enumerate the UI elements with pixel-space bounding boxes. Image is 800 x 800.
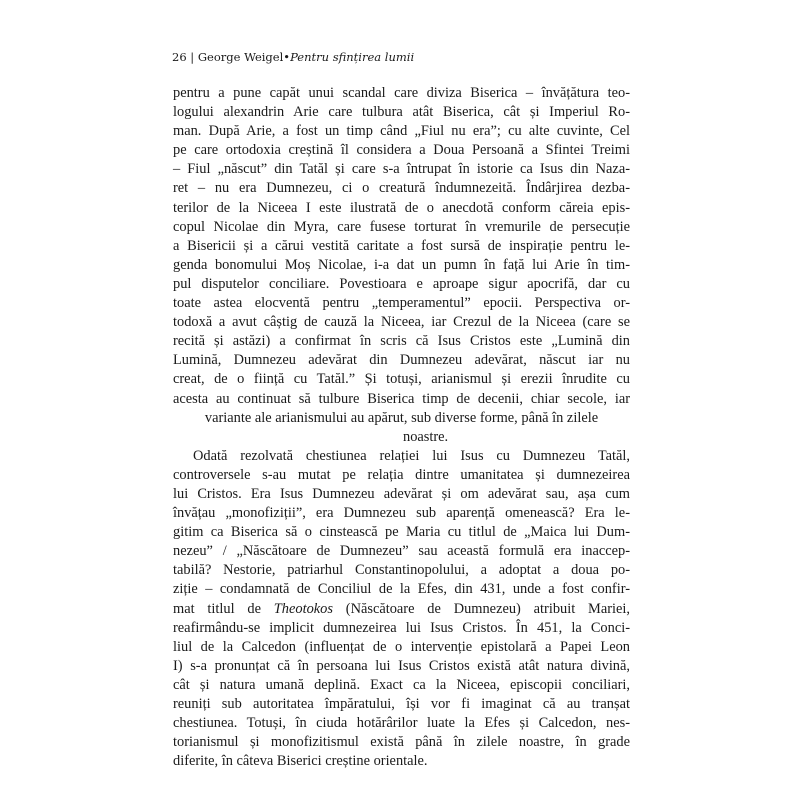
paragraph-2	[173, 447, 630, 772]
text-line: gitim ca Biserica să o cinstească pe Maria cu titlul de „Maica lui Dum-	[173, 524, 630, 541]
text-line: ret – nu era Dumnezeu, ci o creatură îndumnezeită. Îndârjirea dezba-	[173, 180, 630, 197]
text-line: ziție – condamnată de Conciliul de la Efes, din 431, unde a fost confir-	[173, 581, 630, 598]
text-line: controversele s-au mutat pe relația dintre umanitatea și dumnezeirea	[173, 466, 630, 483]
header-separator: |	[190, 50, 195, 64]
text-line: nezeu” / „Născătoare de Dumnezeu” sau această formulă era inaccep-	[173, 543, 630, 560]
text-line: reuniți sub autoritatea împăratului, își vor fi imaginat că au tranșat	[173, 696, 630, 712]
text-line: învățau „monofiziții”, era Dumnezeu sub aparență omenească? Era le-	[173, 505, 630, 522]
text-line: tabilă? Nestorie, patriarhul Constantinopolului, a adoptat a doua po-	[173, 562, 630, 579]
text-line: a Bisericii și a cărui vestită caritate a fost sursă de inspirație pentru le-	[173, 237, 630, 254]
text-line: variante ale arianismului au apărut, sub diverse forme, până în zilele	[204, 409, 599, 426]
text-line: diferite, în câteva Biserici creștine orientale.	[173, 753, 428, 770]
text-line: liul de la Calcedon (influențat de o intervenție epistolară a Papei Leon	[173, 638, 630, 655]
running-head	[172, 50, 414, 64]
text-line: toate astea elocventă pentru „temperamentul” epocii. Perspectiva or-	[173, 295, 630, 312]
text-line: pul disputelor conciliare. Povestioara e aproape sigur apocrifă, dar cu	[173, 275, 630, 292]
text-line: cât și natura umană deplină. Exact ca la Niceea, episcopii conciliari,	[173, 676, 630, 693]
body-text	[173, 84, 630, 771]
text-line: I) s-a pronunțat că în persoana lui Isus Cristos există atât natura divină,	[173, 657, 630, 674]
text-line: todoxă a avut câștig de cauză la Niceea, iar Crezul de la Niceea (care se	[173, 314, 630, 331]
text-line: logului alexandrin Arie care tulbura atât Biserica, cât și Imperiul Ro-	[173, 104, 630, 121]
text-line: – Fiul „născut” din Tatăl și care s-a întrupat în istorie ca Isus din Naza-	[173, 161, 630, 178]
text-line: terilor de la Niceea I este ilustrată de o anecdotă conform căreia epis-	[173, 199, 630, 216]
text-line-mixed	[173, 600, 630, 619]
italic-term: Theotokos	[273, 600, 333, 617]
text-line: recită și astăzi) a confirmat în scris că Isus Cristos este „Lumină din	[173, 333, 630, 350]
text-line: pe care ortodoxia creștină îl considera a Doua Persoană a Sfintei Treimi	[173, 142, 630, 159]
header-bullet: •	[283, 50, 291, 64]
text-line: genda bonomului Moș Nicolae, i-a dat un pumn în față lui Arie în tim-	[173, 256, 630, 273]
author-name: George Weigel	[197, 50, 284, 64]
text-run: (Născătoare de Dumnezeu) atribuit Mariei,	[332, 600, 630, 617]
text-line: reafirmându-se implicit dumnezeirea lui Isus Cristos. În 451, la Conci-	[173, 619, 630, 636]
text-line: Lumină, Dumnezeu adevărat din Dumnezeu adevărat, născut iar nu	[173, 352, 630, 369]
text-line: torianismul și monofizitismul există până în zilele noastre, în grade	[173, 734, 630, 751]
text-line: lui Cristos. Era Isus Dumnezeu adevărat și om adevărat sau, așa cum	[173, 485, 630, 502]
text-line: pentru a pune capăt unui scandal care diviza Biserica – învățătura teo-	[173, 85, 630, 101]
text-line: noastre.	[403, 428, 449, 445]
text-line: acesta au continuat să tulbure Biserica timp de decenii, chiar secole, iar	[173, 390, 630, 407]
text-run: mat titlul de	[173, 600, 274, 617]
page-number: 26	[172, 50, 187, 64]
book-title: Pentru sfințirea lumii	[290, 50, 415, 64]
text-line: chestiunea. Totuși, în ciuda hotărârilor luate la Efes și Calcedon, nes-	[173, 715, 630, 732]
text-line: creat, de o ființă cu Tatăl.” Și totuși, arianismul și erezii înrudite cu	[173, 371, 630, 388]
paragraph-1	[173, 84, 630, 447]
text-line: copul Nicolae din Myra, care fusese torturat în vremurile de persecuție	[173, 218, 630, 235]
text-line: Odată rezolvată chestiunea relației lui Isus cu Dumnezeu Tatăl,	[193, 447, 630, 464]
text-line: man. După Arie, a fost un timp când „Fiul nu era”; cu alte cuvinte, Cel	[173, 123, 630, 140]
